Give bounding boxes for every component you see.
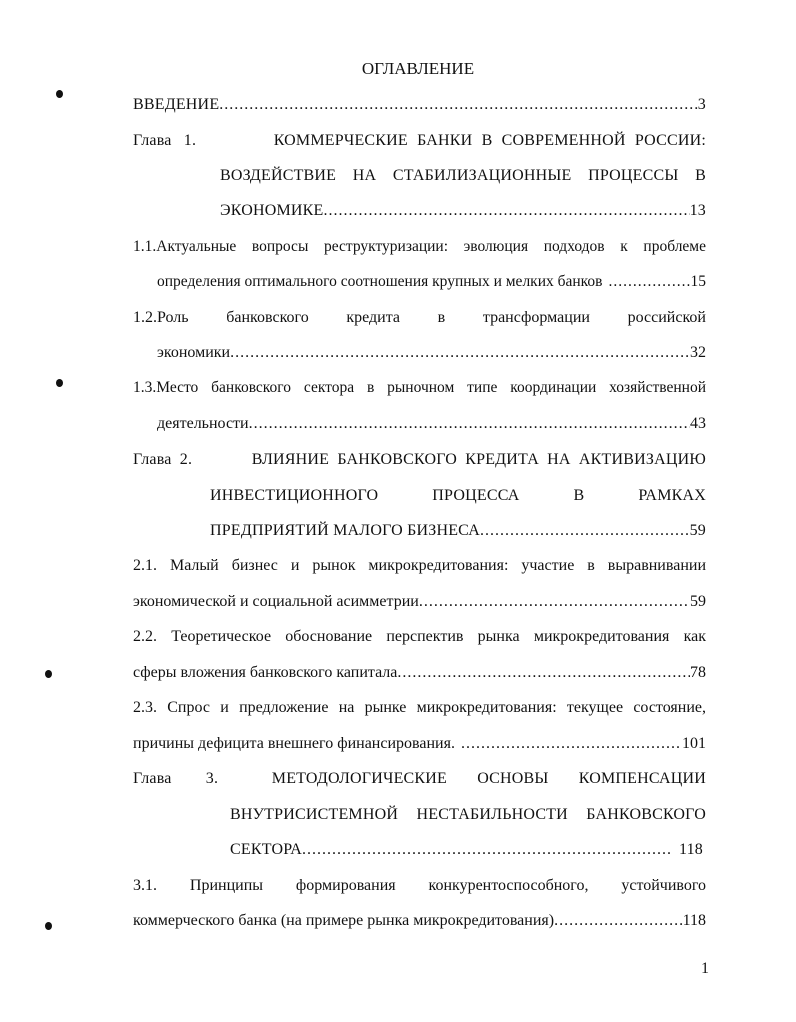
toc-chapter-1-line3[interactable] xyxy=(220,201,706,221)
section-title-line2: коммерческого банка (на примере рынка микрокредитования) xyxy=(133,912,555,929)
chapter-title-line3: ПРЕДПРИЯТИЙ МАЛОГО БИЗНЕСА xyxy=(210,522,481,539)
toc-section-1-1-line2[interactable] xyxy=(157,272,706,292)
toc-chapter-3-line3[interactable] xyxy=(230,840,703,860)
page-number: 1 xyxy=(701,960,709,977)
section-title-line2: причины дефицита внешнего финансирования. xyxy=(133,735,455,752)
toc-chapter-2-line2: ИНВЕСТИЦИОННОГО ПРОЦЕССА В РАМКАХ xyxy=(210,487,706,504)
chapter-title-line3: СЕКТОРА xyxy=(230,841,303,858)
toc-chapter-3-line2: ВНУТРИСИСТЕМНОЙ НЕСТАБИЛЬНОСТИ БАНКОВСКОГО xyxy=(230,806,706,823)
toc-section-2-2-line2[interactable] xyxy=(133,663,706,683)
entry-page-number: 13 xyxy=(689,202,706,219)
chapter-prefix: Глава 1. xyxy=(133,132,197,149)
leader-dots xyxy=(397,663,690,683)
toc-chapter-3-line1[interactable] xyxy=(133,769,706,789)
section-title-line2: экономической и социальной асимметрии xyxy=(133,593,419,610)
toc-section-2-3-line2[interactable] xyxy=(133,734,706,754)
toc-section-2-3-line1[interactable]: 2.3. Спрос и предложение на рынке микрокредитования: текущее состояние, xyxy=(133,699,706,716)
leader-dots xyxy=(324,201,690,221)
binder-hole-mark xyxy=(45,670,52,678)
entry-page-number: 101 xyxy=(682,735,706,752)
entry-page-number: 59 xyxy=(689,522,706,539)
section-title-line2: определения оптимального соотношения крупных и мелких банков xyxy=(157,273,603,290)
toc-section-2-2-line1[interactable]: 2.2. Теоретическое обоснование перспектив рынка микрокредитования как xyxy=(133,628,706,645)
leader-dots xyxy=(554,911,683,931)
toc-chapter-2-line3[interactable] xyxy=(210,521,706,541)
section-title-line2: сферы вложения банковского капитала xyxy=(133,664,398,681)
toc-chapter-1-line1[interactable] xyxy=(133,131,706,151)
chapter-title-line3: ЭКОНОМИКЕ xyxy=(220,202,324,219)
leader-dots xyxy=(302,840,673,860)
toc-section-3-1-line1[interactable]: 3.1. Принципы формирования конкурентоспособного, устойчивого xyxy=(133,877,706,894)
entry-page-number: 59 xyxy=(690,593,706,610)
binder-hole-mark xyxy=(45,922,52,930)
entry-page-number: 118 xyxy=(682,912,706,929)
chapter-title-line1: КОММЕРЧЕСКИЕ БАНКИ В СОВРЕМЕННОЙ РОССИИ: xyxy=(273,132,706,149)
toc-section-1-2-line2[interactable] xyxy=(157,343,706,363)
entry-page-number: 15 xyxy=(690,273,706,290)
section-title-line2: экономики xyxy=(157,344,231,361)
chapter-prefix: Глава 3. xyxy=(133,770,219,787)
section-title-line2: деятельности xyxy=(157,415,249,432)
toc-section-1-3-line1[interactable]: 1.3.Место банковского сектора в рыночном типе координации хозяйственной xyxy=(133,379,706,396)
leader-dots xyxy=(419,592,690,612)
binder-hole-mark xyxy=(56,379,63,387)
toc-section-3-1-line2[interactable] xyxy=(133,911,706,931)
chapter-prefix: Глава 2. xyxy=(133,451,193,468)
entry-page-number: 118 xyxy=(678,841,703,858)
entry-page-number: 43 xyxy=(690,415,706,432)
leader-dots xyxy=(230,343,690,363)
leader-dots xyxy=(609,272,691,292)
chapter-title-line1: МЕТОДОЛОГИЧЕСКИЕ ОСНОВЫ КОМПЕНСАЦИИ xyxy=(271,770,706,787)
leader-dots xyxy=(461,734,682,754)
leader-dots xyxy=(219,95,698,115)
entry-page-number: 32 xyxy=(690,344,706,361)
toc-section-2-1-line1[interactable]: 2.1. Малый бизнес и рынок микрокредитования: участие в выравнивании xyxy=(133,557,706,574)
leader-dots xyxy=(249,414,690,434)
entry-page-number: 78 xyxy=(690,664,706,681)
toc-section-1-1-line1[interactable]: 1.1.Актуальные вопросы реструктуризации: эволюция подходов к проблеме xyxy=(133,238,706,255)
entry-page-number: 3 xyxy=(697,96,706,113)
toc-chapter-1-line2: ВОЗДЕЙСТВИЕ НА СТАБИЛИЗАЦИОННЫЕ ПРОЦЕССЫ В xyxy=(220,167,706,184)
toc-chapter-2-line1[interactable] xyxy=(133,450,706,470)
toc-section-2-1-line2[interactable] xyxy=(133,592,706,612)
binder-hole-mark xyxy=(56,90,63,98)
entry-title: ВВЕДЕНИЕ xyxy=(133,96,220,113)
toc-entry-introduction[interactable] xyxy=(133,95,706,115)
toc-section-1-3-line2[interactable] xyxy=(157,414,706,434)
leader-dots xyxy=(480,521,690,541)
toc-section-1-2-line1[interactable]: 1.2.Роль банковского кредита в трансформации российской xyxy=(133,309,706,326)
chapter-title-line1: ВЛИЯНИЕ БАНКОВСКОГО КРЕДИТА НА АКТИВИЗАЦИЮ xyxy=(251,451,706,468)
toc-title: ОГЛАВЛЕНИЕ xyxy=(361,59,475,78)
